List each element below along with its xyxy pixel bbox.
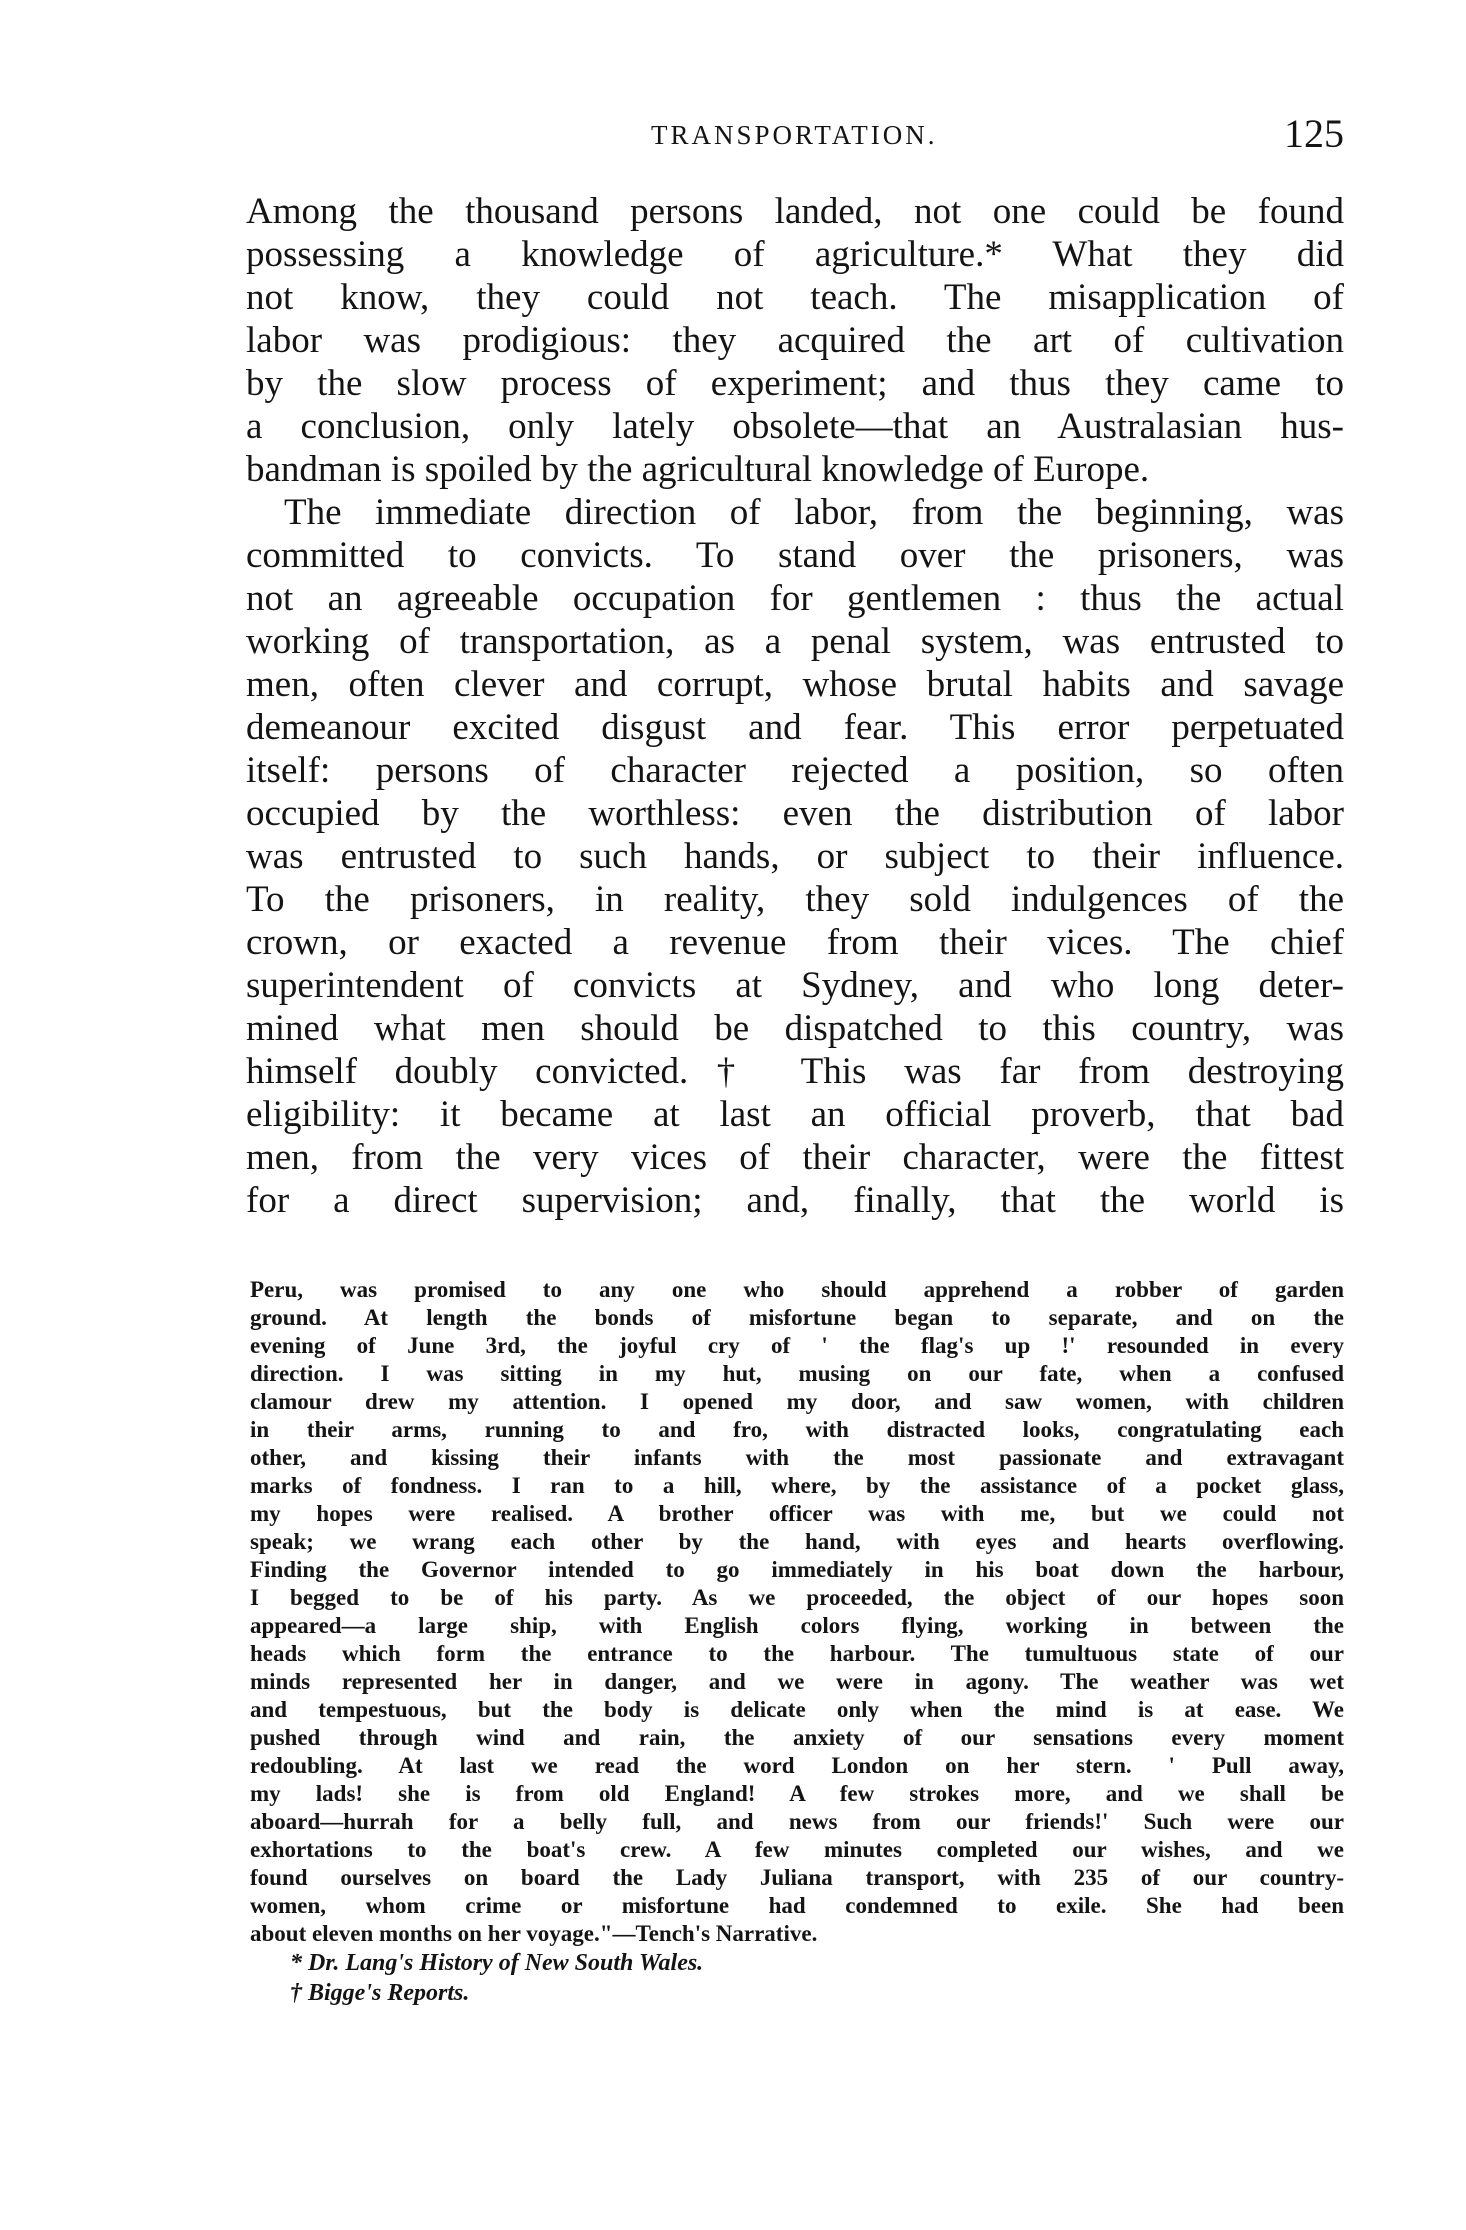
footnote-line: found ourselves on board the Lady Juliana transport, with 235 of our country- [250, 1865, 1344, 1890]
page-number: 125 [1284, 111, 1344, 156]
footnote-line: ground. At length the bonds of misfortune began to separate, and on the [250, 1305, 1344, 1330]
footnote-line: pushed through wind and rain, the anxiety of our sensations every moment [250, 1725, 1344, 1750]
footnote-line: redoubling. At last we read the word London on her stern. ' Pull away, [250, 1753, 1344, 1778]
body-line: possessing a knowledge of agriculture.* What they did [246, 234, 1344, 275]
running-title: TRANSPORTATION. [651, 120, 938, 150]
footnote-line: minds represented her in danger, and we were in agony. The weather was wet [250, 1669, 1344, 1694]
body-line: occupied by the worthless: even the distribution of labor [246, 793, 1344, 834]
body-line: committed to convicts. To stand over the prisoners, was [246, 535, 1344, 576]
body-line: eligibility: it became at last an official proverb, that bad [246, 1094, 1344, 1135]
footnote-line: direction. I was sitting in my hut, musing on our fate, when a confused [250, 1361, 1344, 1386]
footnote-line: my hopes were realised. A brother officer was with me, but we could not [250, 1501, 1344, 1526]
body-line: The immediate direction of labor, from the beginning, was [284, 492, 1344, 533]
body-line: a conclusion, only lately obsolete—that an Australasian hus- [246, 406, 1344, 447]
body-line: men, from the very vices of their character, were the fittest [246, 1137, 1344, 1178]
footnote-line: I begged to be of his party. As we proceeded, the object of our hopes soon [250, 1585, 1344, 1610]
body-line: labor was prodigious: they acquired the art of cultivation [246, 320, 1344, 361]
body-line: himself doubly convicted.† This was far from destroying [246, 1051, 1344, 1092]
body-line: working of transportation, as a penal system, was entrusted to [246, 621, 1344, 662]
running-head [246, 110, 1344, 160]
footnote-line: heads which form the entrance to the harbour. The tumultuous state of our [250, 1641, 1344, 1666]
footnote-line: Finding the Governor intended to go immediately in his boat down the harbour, [250, 1557, 1344, 1582]
footnote-line: Peru, was promised to any one who should apprehend a robber of garden [250, 1277, 1344, 1302]
footnote-line: my lads! she is from old England! A few strokes more, and we shall be [250, 1781, 1344, 1806]
footnote-line: appeared—a large ship, with English colors flying, working in between the [250, 1613, 1344, 1638]
body-line: for a direct supervision; and, finally, that the world is [246, 1180, 1344, 1221]
footnote-line: evening of June 3rd, the joyful cry of ' the flag's up !' resounded in every [250, 1333, 1344, 1358]
footnote-line: marks of fondness. I ran to a hill, where, by the assistance of a pocket glass, [250, 1473, 1344, 1498]
footnote-line: and tempestuous, but the body is delicate only when the mind is at ease. We [250, 1697, 1344, 1722]
body-line: not an agreeable occupation for gentlemen : thus the actual [246, 578, 1344, 619]
footnote-reference: † Bigge's Reports. [290, 1980, 470, 2006]
body-line: mined what men should be dispatched to this country, was [246, 1008, 1344, 1049]
body-line: itself: persons of character rejected a position, so often [246, 750, 1344, 791]
body-line: bandman is spoiled by the agricultural knowledge of Europe. [246, 449, 1150, 490]
footnote-line: about eleven months on her voyage."—Tench's Narrative. [250, 1921, 818, 1946]
footnote-line: aboard—hurrah for a belly full, and news from our friends!' Such were our [250, 1809, 1344, 1834]
body-line: was entrusted to such hands, or subject to their influence. [246, 836, 1344, 877]
body-line: by the slow process of experiment; and thus they came to [246, 363, 1344, 404]
footnote-line: speak; we wrang each other by the hand, with eyes and hearts overflowing. [250, 1529, 1344, 1554]
body-line: not know, they could not teach. The misapplication of [246, 277, 1344, 318]
footnotes [250, 1276, 1344, 2008]
body-line: To the prisoners, in reality, they sold indulgences of the [246, 879, 1344, 920]
body-line: superintendent of convicts at Sydney, and who long deter- [246, 965, 1344, 1006]
body-line: Among the thousand persons landed, not one could be found [246, 191, 1344, 232]
footnote-line: exhortations to the boat's crew. A few minutes completed our wishes, and we [250, 1837, 1344, 1862]
footnote-line: other, and kissing their infants with the most passionate and extravagant [250, 1445, 1344, 1470]
body-line: men, often clever and corrupt, whose brutal habits and savage [246, 664, 1344, 705]
body-line: crown, or exacted a revenue from their vices. The chief [246, 922, 1344, 963]
footnote-line: women, whom crime or misfortune had condemned to exile. She had been [250, 1893, 1344, 1918]
body-line: demeanour excited disgust and fear. This error perpetuated [246, 707, 1344, 748]
footnote-reference: * Dr. Lang's History of New South Wales. [290, 1950, 704, 1976]
footnote-line: in their arms, running to and fro, with distracted looks, congratulating each [250, 1417, 1344, 1442]
footnote-line: clamour drew my attention. I opened my door, and saw women, with children [250, 1389, 1344, 1414]
body-text [246, 190, 1344, 1222]
